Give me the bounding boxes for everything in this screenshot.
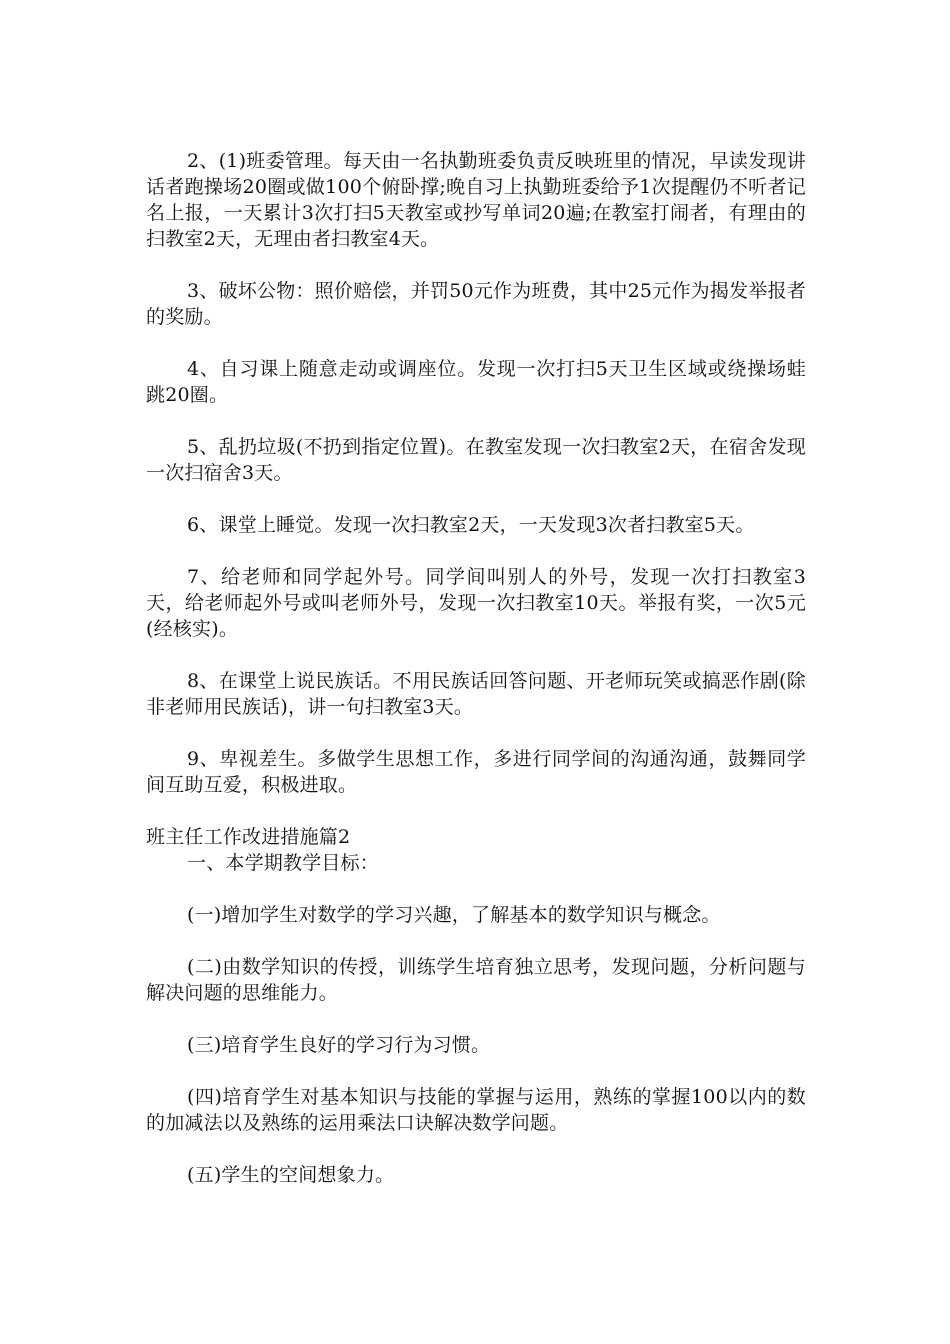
paragraph-rule-9: 9、卑视差生。多做学生思想工作，多进行同学间的沟通沟通，鼓舞同学间互助互爱，积极进取。: [146, 748, 806, 796]
goal-5: (五)学生的空间想象力。: [187, 1164, 395, 1186]
goal-3: (三)培育学生良好的学习行为习惯。: [187, 1034, 491, 1056]
document-page: [146, 148, 806, 1188]
goal-4: (四)培育学生对基本知识与技能的掌握与运用，熟练的掌握100以内的数的加减法以及熟练的运用乘法口诀解决数学问题。: [146, 1086, 806, 1134]
goal-1: (一)增加学生对数学的学习兴趣，了解基本的数学知识与概念。: [187, 904, 721, 926]
section-subtitle: 一、本学期教学目标：: [187, 852, 380, 874]
paragraph-rule-4: 4、自习课上随意走动或调座位。发现一次打扫5天卫生区域或绕操场蛙跳20圈。: [146, 358, 806, 406]
paragraph-rule-6: 6、课堂上睡觉。发现一次扫教室2天，一天发现3次者扫教室5天。: [187, 514, 755, 536]
paragraph-rule-7: 7、给老师和同学起外号。同学间叫别人的外号，发现一次打扫教室3天，给老师起外号或叫老师外号，发现一次扫教室10天。举报有奖，一次5元(经核实)。: [146, 566, 806, 640]
goal-2: (二)由数学知识的传授，训练学生培育独立思考，发现问题，分析问题与解决问题的思维能力。: [146, 956, 806, 1004]
paragraph-rule-2: 2、(1)班委管理。每天由一名执勤班委负责反映班里的情况，早读发现讲话者跑操场20圈或做100个俯卧撑;晚自习上执勤班委给予1次提醒仍不听者记名上报，一天累计3次打扫5天教室或抄写单词20遍;在教室打闹者，有理由的扫教室2天，无理由者扫教室4天。: [146, 150, 806, 250]
section-title: 班主任工作改进措施篇2: [146, 826, 351, 848]
paragraph-rule-3: 3、破坏公物：照价赔偿，并罚50元作为班费，其中25元作为揭发举报者的奖励。: [146, 280, 806, 328]
paragraph-rule-5: 5、乱扔垃圾(不扔到指定位置)。在教室发现一次扫教室2天，在宿舍发现一次扫宿舍3天。: [146, 436, 806, 484]
paragraph-rule-8: 8、在课堂上说民族话。不用民族话回答问题、开老师玩笑或搞恶作剧(除非老师用民族话)，讲一句扫教室3天。: [146, 670, 806, 718]
